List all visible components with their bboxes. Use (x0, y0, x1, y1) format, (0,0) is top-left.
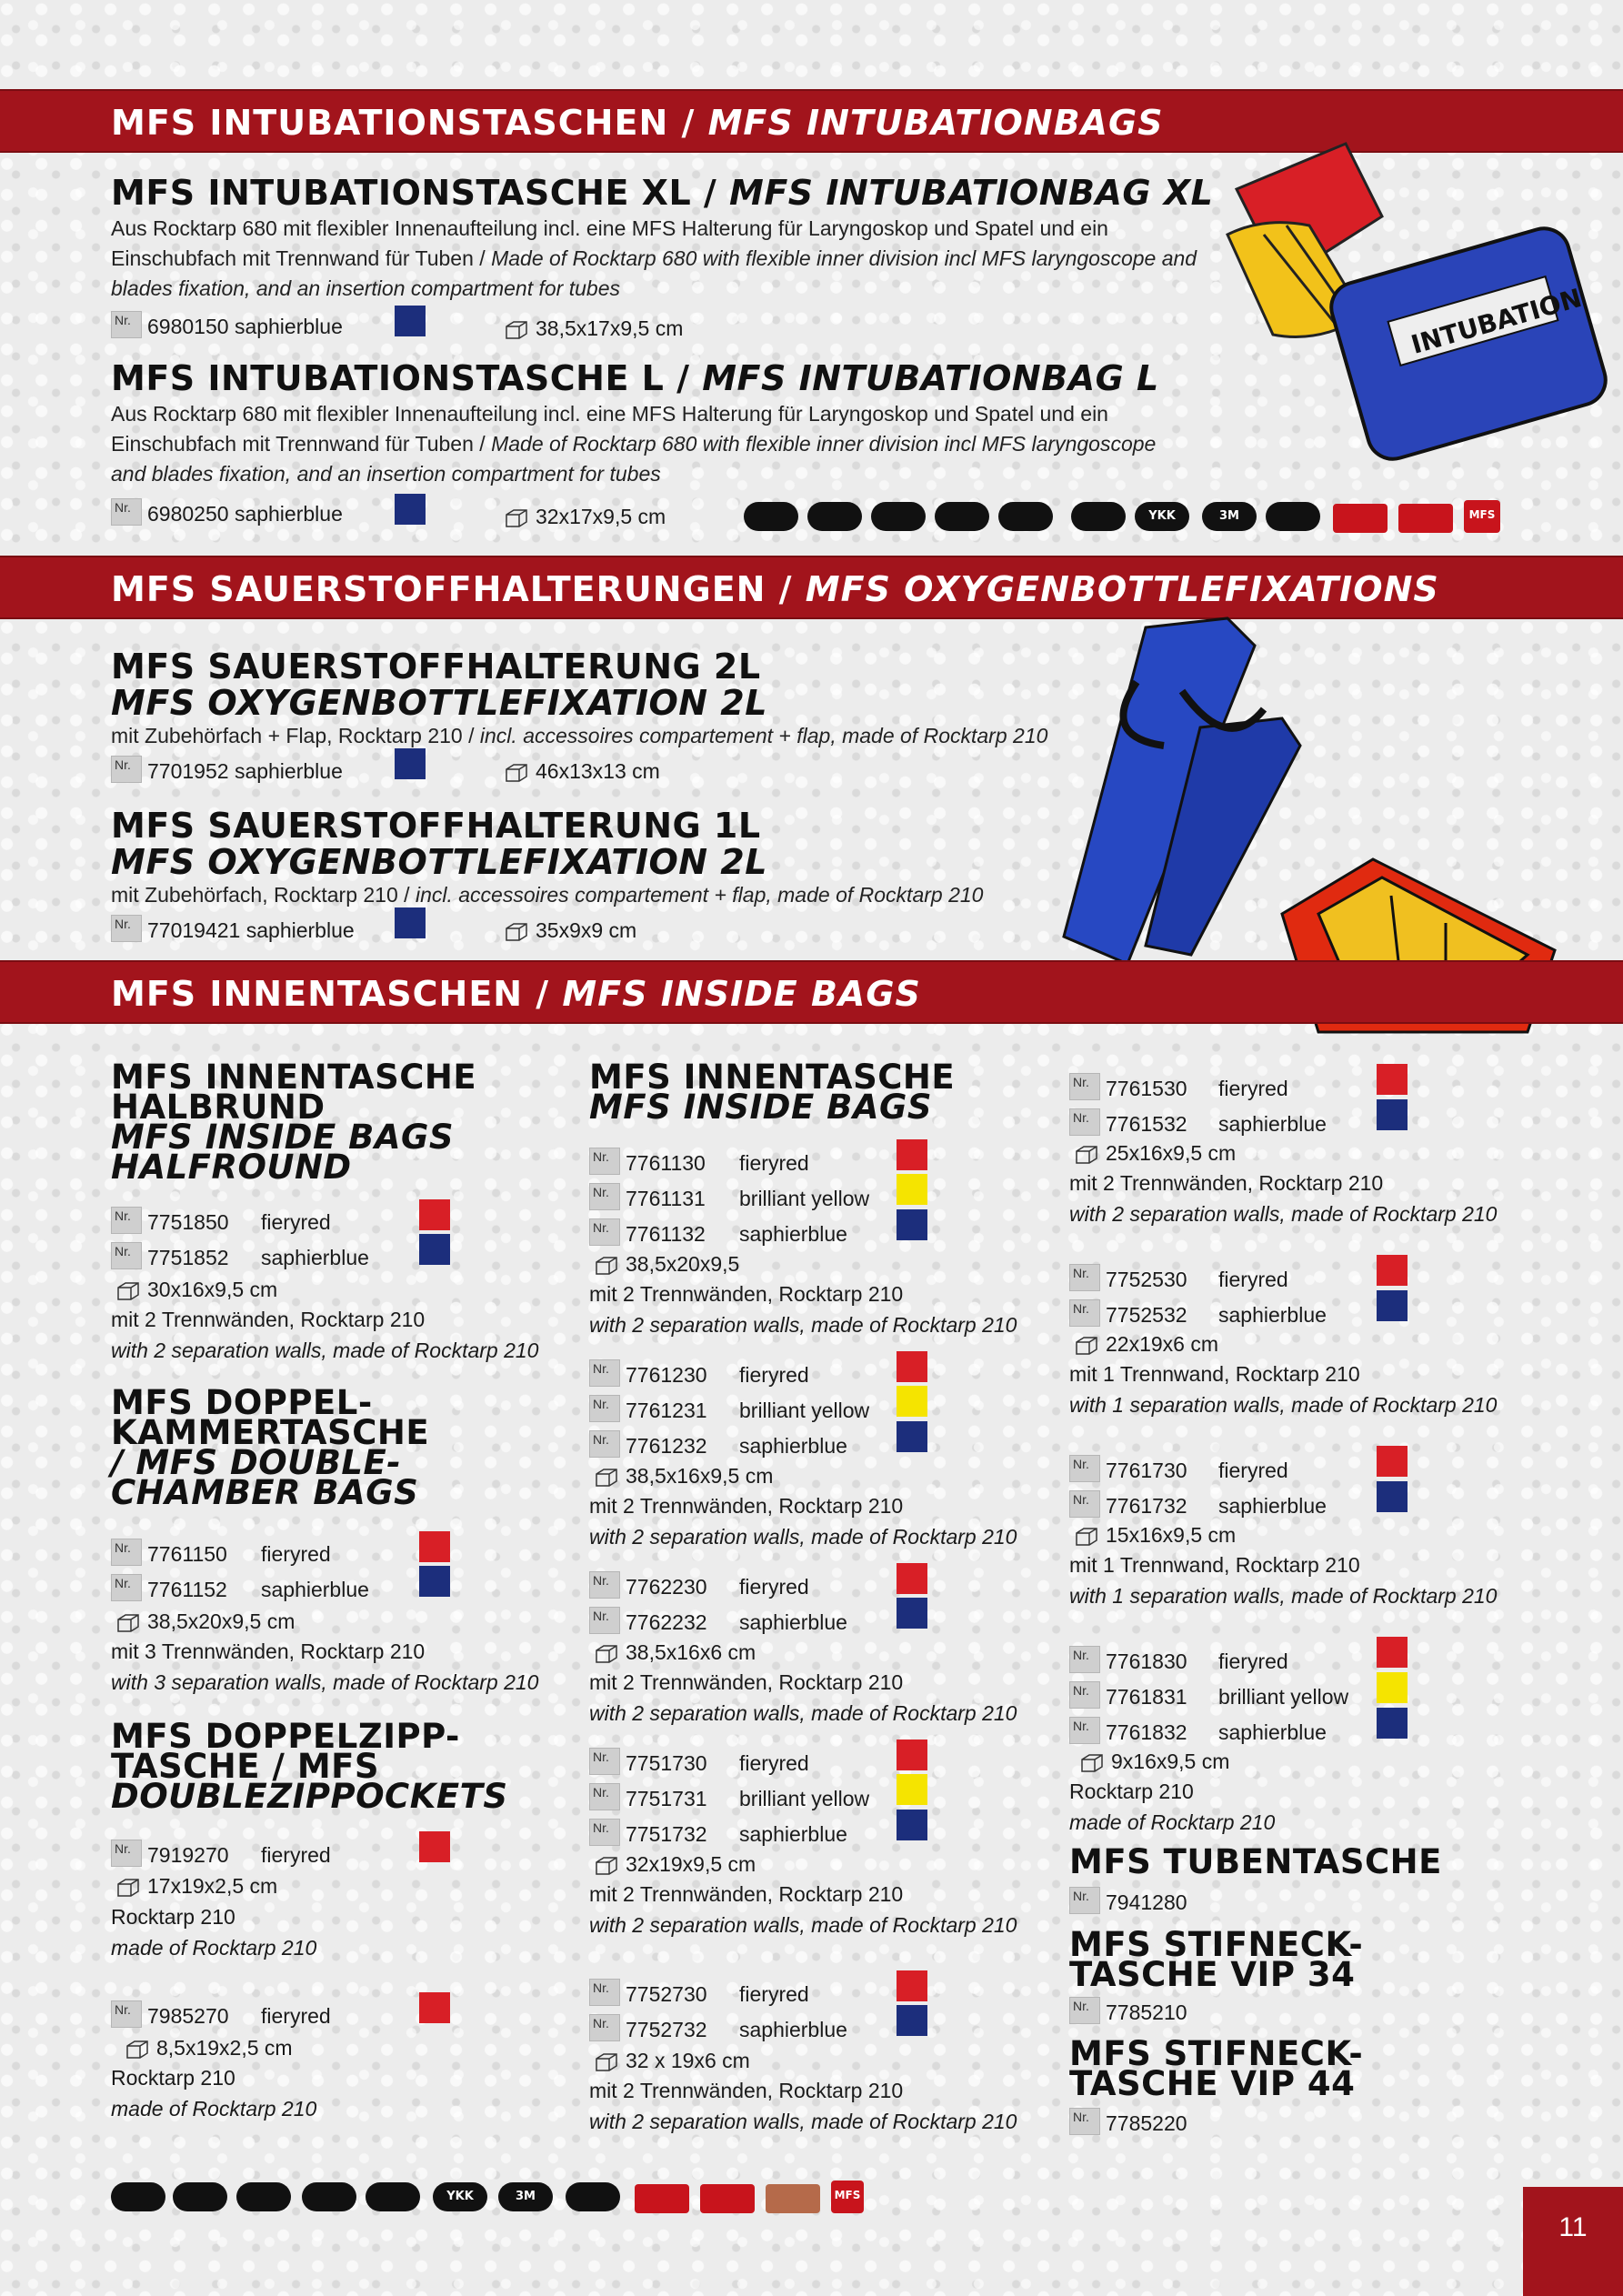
product-row: Nr. 7785210 (1069, 1997, 1187, 2030)
color-swatch-yellow (1377, 1672, 1408, 1703)
color-swatch-red (1377, 1255, 1408, 1286)
feature-logo-icon (744, 502, 798, 531)
color-swatch-blue (395, 306, 426, 336)
product-row: Nr. 7751852 saphierblue (111, 1242, 229, 1275)
section-title-de: MFS INTUBATIONSTASCHEN (111, 103, 669, 143)
box-dimensions-icon (595, 1643, 618, 1665)
section-title-en: MFS INSIDE BAGS (562, 974, 921, 1014)
product-title: MFS DOPPELZIPP- TASCHE / MFS DOUBLEZIPPOCKETS (111, 1717, 508, 1816)
product-row: Nr. 77019421 saphierblue (111, 915, 355, 947)
feature-logo-icon (935, 502, 989, 531)
product-row: Nr. 7761732 saphierblue (1069, 1490, 1187, 1523)
product-row: Nr. 7761532 saphierblue (1069, 1108, 1187, 1141)
product-description: Aus Rocktarp 680 mit flexibler Innenaufteilung incl. eine MFS Halterung für Laryngoskop und Spatel und ein Einschubfach mit Trennwand für Tuben / Made of Rocktarp 680 with flexible inner division incl MFS laryngoscope and blades fixation, and an insertion compartment for tubes (111, 216, 1197, 300)
color-swatch-blue (1377, 1099, 1408, 1130)
page-number: 11 (1523, 2187, 1623, 2296)
product-row: Nr. 6980250 saphierblue (111, 498, 343, 531)
color-swatch-red (897, 1740, 927, 1770)
color-swatch-blue (897, 1421, 927, 1452)
product-note: mit 2 Trennwänden, Rocktarp 210 with 2 separation walls, made of Rocktarp 210 (589, 2079, 1017, 2133)
feature-logo-icon (566, 2182, 620, 2211)
ykk-logo-icon: YKK (1135, 502, 1189, 531)
color-swatch-blue (897, 1598, 927, 1629)
product-row: Nr. 7752530 fieryred (1069, 1264, 1187, 1297)
section-title-en: MFS INTUBATIONBAGS (707, 103, 1164, 143)
product-title: MFS INTUBATIONSTASCHE XL / MFS INTUBATIONBAG XL (111, 173, 1214, 213)
product-note: mit 1 Trennwand, Rocktarp 210 with 1 separation walls, made of Rocktarp 210 (1069, 1362, 1498, 1417)
product-note: mit 2 Trennwänden, Rocktarp 210 with 2 separation walls, made of Rocktarp 210 (589, 1882, 1017, 1937)
box-dimensions-icon (1075, 1144, 1098, 1166)
product-row: Nr. 7761832 saphierblue (1069, 1717, 1187, 1750)
product-row: Nr. 7761131 brilliant yellow (589, 1183, 706, 1216)
box-dimensions-icon (116, 1877, 140, 1899)
box-dimensions-icon (125, 2039, 149, 2060)
ykk-logo-icon: YKK (433, 2182, 487, 2211)
color-swatch-red (1377, 1064, 1408, 1095)
dimensions: 38,5x20x9,5 (595, 1249, 739, 1278)
product-row: Nr. 7761530 fieryred (1069, 1073, 1187, 1106)
box-dimensions-icon (505, 921, 528, 943)
box-dimensions-icon (505, 507, 528, 529)
product-note: Rocktarp 210 made of Rocktarp 210 (1069, 1780, 1276, 1834)
section-title-de: MFS INNENTASCHEN (111, 974, 524, 1014)
section-header-oxygen: MFS SAUERSTOFFHALTERUNGEN / MFS OXYGENBOTTLEFIXATIONS (0, 556, 1623, 619)
feature-logo-icon (173, 2182, 227, 2211)
dimensions: 25x16x9,5 cm (1075, 1138, 1236, 1168)
color-swatch-blue (897, 1810, 927, 1840)
product-title: MFS INTUBATIONSTASCHE L / MFS INTUBATIONBAG L (111, 358, 1159, 398)
product-note: mit 2 Trennwänden, Rocktarp 210 with 2 separation walls, made of Rocktarp 210 (589, 1494, 1017, 1549)
product-note: mit 2 Trennwänden, Rocktarp 210 with 2 separation walls, made of Rocktarp 210 (589, 1282, 1017, 1337)
color-swatch-blue (419, 1566, 450, 1597)
dimensions: 46x13x13 cm (505, 757, 660, 786)
product-row: Nr. 7761230 fieryred (589, 1359, 707, 1392)
product-note: mit 2 Trennwänden, Rocktarp 210 with 2 separation walls, made of Rocktarp 210 (589, 1670, 1017, 1725)
feature-logo-icon (1071, 502, 1126, 531)
feature-logo-icon (766, 2184, 820, 2213)
product-note: mit 2 Trennwänden, Rocktarp 210 with 2 separation walls, made of Rocktarp 210 (111, 1308, 539, 1362)
feature-logo-icon (635, 2184, 689, 2213)
dimensions: 32 x 19x6 cm (595, 2046, 750, 2075)
color-swatch-blue (395, 748, 426, 779)
product-row: Nr. 7761152 saphierblue (111, 1574, 227, 1607)
box-dimensions-icon (505, 762, 528, 784)
section-title-de: MFS SAUERSTOFFHALTERUNGEN (111, 569, 766, 609)
product-note: mit 3 Trennwänden, Rocktarp 210 with 3 separation walls, made of Rocktarp 210 (111, 1639, 539, 1694)
product-row: Nr. 7762230 fieryred (589, 1571, 707, 1604)
dimensions: 38,5x16x9,5 cm (595, 1461, 773, 1490)
color-swatch-yellow (897, 1774, 927, 1805)
feature-logo-icon (807, 502, 862, 531)
color-swatch-blue (1377, 1708, 1408, 1739)
product-row: Nr. 7761132 saphierblue (589, 1218, 706, 1251)
color-swatch-yellow (897, 1386, 927, 1417)
color-swatch-red (419, 1831, 450, 1862)
box-dimensions-icon (595, 1855, 618, 1877)
product-row: Nr. 7761231 brilliant yellow (589, 1395, 707, 1428)
color-swatch-blue (1377, 1481, 1408, 1512)
dimensions: 30x16x9,5 cm (116, 1275, 277, 1304)
product-title: MFS INNENTASCHE HALBRUND MFS INSIDE BAGS HALFROUND (111, 1058, 477, 1187)
feature-logo-icon (700, 2184, 755, 2213)
color-swatch-blue (395, 494, 426, 525)
inside-bag-image (1264, 850, 1573, 1059)
mfs-logo-icon: MFS (831, 2181, 864, 2213)
feature-logo-icon (1333, 504, 1388, 533)
dimensions: 38,5x16x6 cm (595, 1638, 756, 1667)
box-dimensions-icon (116, 1612, 140, 1634)
box-dimensions-icon (116, 1280, 140, 1302)
dimensions: 8,5x19x2,5 cm (125, 2033, 293, 2062)
feature-logo-icon (111, 2182, 165, 2211)
feature-logo-icon (1266, 502, 1320, 531)
product-row: Nr. 7919270 fieryred (111, 1840, 229, 1872)
feature-logo-icon (871, 502, 926, 531)
intubation-label: INTUBATION (1408, 282, 1586, 360)
product-row: Nr. 7701952 saphierblue (111, 756, 343, 788)
box-dimensions-icon (1075, 1526, 1098, 1548)
dimensions: 32x19x9,5 cm (595, 1850, 756, 1879)
product-row: Nr. 7752730 fieryred (589, 1979, 707, 2011)
color-swatch-red (1377, 1637, 1408, 1668)
product-row: Nr. 7752532 saphierblue (1069, 1299, 1187, 1332)
product-title: MFS STIFNECK- TASCHE VIP 34 (1069, 1925, 1364, 1994)
product-row: Nr. 7785220 (1069, 2108, 1187, 2141)
dimensions: 38,5x20x9,5 cm (116, 1607, 295, 1636)
section-header-intubation: MFS INTUBATIONSTASCHEN / MFS INTUBATIONBAGS (0, 89, 1623, 153)
product-row: Nr. 7985270 fieryred (111, 2000, 229, 2033)
product-row: Nr. 7761232 saphierblue (589, 1430, 707, 1463)
box-dimensions-icon (595, 1467, 618, 1489)
product-title: MFS SAUERSTOFFHALTERUNG 1L MFS OXYGENBOTTLEFIXATION 2L (111, 806, 767, 882)
3m-logo-icon: 3M (1202, 502, 1257, 531)
box-dimensions-icon (595, 2051, 618, 2073)
feature-logo-icon (1398, 504, 1453, 533)
color-swatch-blue (419, 1234, 450, 1265)
color-swatch-red (419, 1992, 450, 2023)
color-swatch-red (1377, 1446, 1408, 1477)
nr-badge: Nr. (111, 915, 142, 942)
product-description: mit Zubehörfach, Rocktarp 210 / incl. accessoires compartement + flap, made of Rocktarp 210 (111, 883, 984, 907)
product-title: MFS INNENTASCHE MFS INSIDE BAGS (589, 1058, 956, 1127)
color-swatch-red (897, 1351, 927, 1382)
product-row: Nr. 7751731 brilliant yellow (589, 1783, 707, 1816)
product-row: Nr. 7752732 saphierblue (589, 2014, 707, 2047)
mfs-logo-icon: MFS (1464, 500, 1500, 533)
nr-badge: Nr. (111, 498, 142, 526)
3m-logo-icon: 3M (498, 2182, 553, 2211)
dimensions: 17x19x2,5 cm (116, 1871, 277, 1900)
section-title-en: MFS OXYGENBOTTLEFIXATIONS (805, 569, 1439, 609)
color-swatch-yellow (897, 1174, 927, 1205)
product-note: mit 2 Trennwänden, Rocktarp 210 with 2 separation walls, made of Rocktarp 210 (1069, 1171, 1498, 1226)
product-row: Nr. 7761830 fieryred (1069, 1646, 1187, 1679)
color-swatch-blue (897, 2005, 927, 2036)
dimensions: 35x9x9 cm (505, 916, 636, 945)
product-title: MFS SAUERSTOFFHALTERUNG 2L MFS OXYGENBOTTLEFIXATION 2L (111, 647, 767, 723)
feature-logo-icon (302, 2182, 356, 2211)
dimensions: 32x17x9,5 cm (505, 502, 666, 531)
product-row: Nr. 7761730 fieryred (1069, 1455, 1187, 1488)
product-row: Nr. 7751730 fieryred (589, 1748, 707, 1780)
product-title: MFS TUBENTASCHE (1069, 1842, 1442, 1881)
product-note: mit 1 Trennwand, Rocktarp 210 with 1 separation walls, made of Rocktarp 210 (1069, 1553, 1498, 1608)
box-dimensions-icon (1080, 1752, 1104, 1774)
color-swatch-red (897, 1139, 927, 1170)
product-title: MFS DOPPEL- KAMMERTASCHE / MFS DOUBLE- CHAMBER BAGS (111, 1383, 430, 1512)
box-dimensions-icon (505, 319, 528, 341)
nr-badge: Nr. (111, 311, 142, 338)
section-header-inside: MFS INNENTASCHEN / MFS INSIDE BAGS (0, 960, 1623, 1024)
feature-logo-icon (236, 2182, 291, 2211)
color-swatch-blue (395, 907, 426, 938)
product-note: Rocktarp 210 made of Rocktarp 210 (111, 2066, 317, 2121)
product-row: Nr. 7761150 fieryred (111, 1539, 227, 1571)
product-row: Nr. 7751850 fieryred (111, 1207, 229, 1239)
product-row: Nr. 7761831 brilliant yellow (1069, 1681, 1187, 1714)
dimensions: 22x19x6 cm (1075, 1329, 1218, 1359)
color-swatch-red (897, 1563, 927, 1594)
color-swatch-blue (1377, 1290, 1408, 1321)
product-row: Nr. 6980150 saphierblue (111, 311, 343, 344)
color-swatch-red (419, 1199, 450, 1230)
box-dimensions-icon (595, 1255, 618, 1277)
product-row: Nr. 7751732 saphierblue (589, 1819, 707, 1851)
intubation-bag-image (1209, 135, 1609, 480)
color-swatch-red (897, 1970, 927, 2001)
product-row: Nr. 7941280 (1069, 1887, 1187, 1920)
product-row: Nr. 7761130 fieryred (589, 1148, 706, 1180)
color-swatch-blue (897, 1209, 927, 1240)
product-title: MFS STIFNECK- TASCHE VIP 44 (1069, 2034, 1364, 2103)
feature-logo-icon (366, 2182, 420, 2211)
dimensions: 9x16x9,5 cm (1080, 1747, 1229, 1776)
dimensions: 15x16x9,5 cm (1075, 1520, 1236, 1549)
product-description: Aus Rocktarp 680 mit flexibler Innenaufteilung incl. eine MFS Halterung für Laryngoskop und Spatel und ein Einschubfach mit Trennwand für Tuben / Made of Rocktarp 680 with flexible inner division incl MFS laryngoscope and blades fixation, and an insertion compartment for tubes (111, 402, 1157, 486)
product-note: Rocktarp 210 made of Rocktarp 210 (111, 1905, 317, 1960)
dimensions: 38,5x17x9,5 cm (505, 314, 683, 343)
feature-logo-icon (998, 502, 1053, 531)
product-description: mit Zubehörfach + Flap, Rocktarp 210 / incl. accessoires compartement + flap, made of Rocktarp 210 (111, 724, 1048, 747)
nr-badge: Nr. (111, 756, 142, 783)
box-dimensions-icon (1075, 1335, 1098, 1357)
product-row: Nr. 7762232 saphierblue (589, 1607, 707, 1639)
color-swatch-red (419, 1531, 450, 1562)
